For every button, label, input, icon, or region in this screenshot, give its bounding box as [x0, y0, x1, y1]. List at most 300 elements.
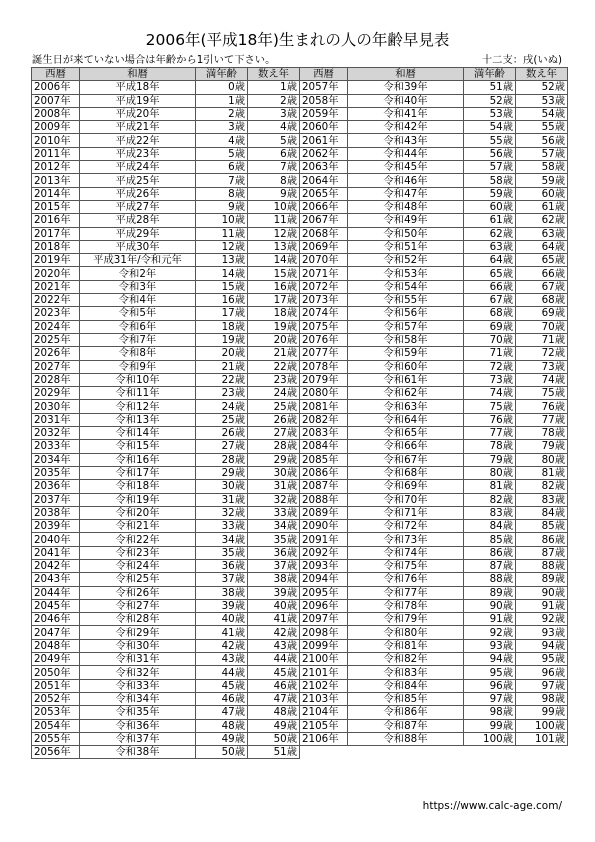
cell-seireki: 2065年: [300, 187, 348, 200]
cell-man: 9歳: [196, 200, 248, 213]
cell-kazoe: 35歳: [248, 533, 300, 546]
cell-wareki: 平成29年: [80, 227, 196, 240]
cell-wareki: 令和84年: [348, 679, 464, 692]
cell-wareki: 令和75年: [348, 559, 464, 572]
cell-seireki: 2045年: [32, 599, 80, 612]
cell-man: 0歳: [196, 81, 248, 94]
cell-man: 95歳: [464, 666, 516, 679]
cell-seireki: 2055年: [32, 732, 80, 745]
cell-wareki: 令和4年: [80, 294, 196, 307]
cell-wareki: 令和73年: [348, 533, 464, 546]
cell-kazoe: 7歳: [248, 161, 300, 174]
cell-kazoe: 93歳: [516, 626, 568, 639]
cell-seireki: 2018年: [32, 240, 80, 253]
header-man: 満年齢: [196, 68, 248, 81]
cell-kazoe: 97歳: [516, 679, 568, 692]
cell-man: 32歳: [196, 506, 248, 519]
cell-wareki: 令和51年: [348, 240, 464, 253]
cell-seireki: 2072年: [300, 280, 348, 293]
cell-wareki: 令和21年: [80, 520, 196, 533]
cell-seireki: 2061年: [300, 134, 348, 147]
cell-man: 38歳: [196, 586, 248, 599]
cell-man: 68歳: [464, 307, 516, 320]
table-row: [32, 174, 300, 187]
header-kazoe: 数え年: [248, 68, 300, 81]
cell-wareki: 平成30年: [80, 240, 196, 253]
cell-seireki: 2088年: [300, 493, 348, 506]
cell-wareki: 平成22年: [80, 134, 196, 147]
cell-kazoe: 56歳: [516, 134, 568, 147]
cell-wareki: 令和39年: [348, 81, 464, 94]
cell-wareki: 令和2年: [80, 267, 196, 280]
cell-seireki: 2084年: [300, 440, 348, 453]
cell-kazoe: 19歳: [248, 320, 300, 333]
cell-kazoe: 85歳: [516, 520, 568, 533]
cell-kazoe: 24歳: [248, 387, 300, 400]
cell-seireki: 2006年: [32, 81, 80, 94]
cell-wareki: 令和43年: [348, 134, 464, 147]
cell-wareki: 令和74年: [348, 546, 464, 559]
table-row: [300, 347, 568, 360]
cell-seireki: 2015年: [32, 200, 80, 213]
cell-kazoe: 13歳: [248, 240, 300, 253]
cell-kazoe: 9歳: [248, 187, 300, 200]
cell-seireki: 2098年: [300, 626, 348, 639]
cell-wareki: 令和16年: [80, 453, 196, 466]
cell-man: 58歳: [464, 174, 516, 187]
cell-man: 96歳: [464, 679, 516, 692]
table-row: [300, 599, 568, 612]
cell-seireki: 2021年: [32, 280, 80, 293]
cell-wareki: 令和87年: [348, 719, 464, 732]
cell-man: 85歳: [464, 533, 516, 546]
cell-kazoe: 38歳: [248, 573, 300, 586]
cell-seireki: 2026年: [32, 347, 80, 360]
table-row: [32, 546, 300, 559]
table-row: [300, 320, 568, 333]
cell-man: 8歳: [196, 187, 248, 200]
cell-seireki: 2032年: [32, 427, 80, 440]
cell-man: 79歳: [464, 453, 516, 466]
table-row: [300, 200, 568, 213]
cell-seireki: 2036年: [32, 480, 80, 493]
page-title: 2006年(平成18年)生まれの人の年齢早見表: [145, 31, 450, 49]
table-row: [32, 200, 300, 213]
cell-seireki: 2035年: [32, 466, 80, 479]
table-row: [32, 227, 300, 240]
cell-man: 35歳: [196, 546, 248, 559]
table-row: [300, 121, 568, 134]
cell-kazoe: 65歳: [516, 254, 568, 267]
table-row: [32, 599, 300, 612]
table-row: [300, 626, 568, 639]
cell-seireki: 2102年: [300, 679, 348, 692]
cell-man: 30歳: [196, 480, 248, 493]
table-row: [32, 466, 300, 479]
cell-wareki: 令和48年: [348, 200, 464, 213]
cell-kazoe: 81歳: [516, 466, 568, 479]
cell-wareki: 令和41年: [348, 107, 464, 120]
cell-kazoe: 32歳: [248, 493, 300, 506]
age-table-left-body: [32, 81, 300, 759]
cell-wareki: 令和67年: [348, 453, 464, 466]
cell-kazoe: 88歳: [516, 559, 568, 572]
cell-wareki: 令和85年: [348, 692, 464, 705]
table-header-row: [300, 68, 568, 81]
cell-kazoe: 50歳: [248, 732, 300, 745]
table-row: [300, 400, 568, 413]
cell-seireki: 2093年: [300, 559, 348, 572]
cell-seireki: 2020年: [32, 267, 80, 280]
table-row: [32, 400, 300, 413]
cell-kazoe: 36歳: [248, 546, 300, 559]
cell-kazoe: 51歳: [248, 746, 300, 759]
cell-wareki: 令和9年: [80, 360, 196, 373]
cell-seireki: 2019年: [32, 254, 80, 267]
cell-kazoe: 15歳: [248, 267, 300, 280]
table-row: [32, 307, 300, 320]
cell-seireki: 2023年: [32, 307, 80, 320]
cell-kazoe: 87歳: [516, 546, 568, 559]
table-row: [32, 493, 300, 506]
cell-seireki: 2062年: [300, 147, 348, 160]
cell-kazoe: 34歳: [248, 520, 300, 533]
cell-wareki: 令和80年: [348, 626, 464, 639]
cell-kazoe: 61歳: [516, 200, 568, 213]
age-table-right-body: [300, 81, 568, 746]
table-row: [32, 427, 300, 440]
cell-seireki: 2052年: [32, 692, 80, 705]
cell-wareki: 令和62年: [348, 387, 464, 400]
cell-kazoe: 21歳: [248, 347, 300, 360]
table-row: [32, 653, 300, 666]
cell-wareki: 令和31年: [80, 653, 196, 666]
table-row: [300, 240, 568, 253]
cell-kazoe: 100歳: [516, 719, 568, 732]
table-row: [32, 147, 300, 160]
cell-kazoe: 5歳: [248, 134, 300, 147]
table-row: [300, 480, 568, 493]
table-row: [32, 214, 300, 227]
cell-seireki: 2090年: [300, 520, 348, 533]
table-row: [300, 174, 568, 187]
cell-wareki: 令和78年: [348, 599, 464, 612]
cell-man: 87歳: [464, 559, 516, 572]
cell-kazoe: 76歳: [516, 400, 568, 413]
cell-man: 22歳: [196, 373, 248, 386]
cell-seireki: 2075年: [300, 320, 348, 333]
table-header-row: [32, 68, 300, 81]
table-row: [32, 613, 300, 626]
cell-wareki: 令和35年: [80, 706, 196, 719]
table-row: [32, 187, 300, 200]
cell-kazoe: 89歳: [516, 573, 568, 586]
table-row: [32, 280, 300, 293]
table-row: [300, 506, 568, 519]
cell-wareki: 令和33年: [80, 679, 196, 692]
cell-kazoe: 39歳: [248, 586, 300, 599]
cell-man: 24歳: [196, 400, 248, 413]
cell-kazoe: 40歳: [248, 599, 300, 612]
cell-man: 49歳: [196, 732, 248, 745]
table-row: [300, 94, 568, 107]
table-row: [32, 373, 300, 386]
cell-wareki: 令和68年: [348, 466, 464, 479]
table-row: [32, 134, 300, 147]
cell-kazoe: 16歳: [248, 280, 300, 293]
table-row: [300, 719, 568, 732]
table-row: [300, 679, 568, 692]
cell-wareki: 平成19年: [80, 94, 196, 107]
cell-seireki: 2103年: [300, 692, 348, 705]
cell-wareki: 平成31年/令和元年: [80, 254, 196, 267]
table-row: [32, 240, 300, 253]
table-row: [32, 161, 300, 174]
cell-kazoe: 75歳: [516, 387, 568, 400]
table-row: [300, 427, 568, 440]
cell-wareki: 令和3年: [80, 280, 196, 293]
cell-man: 1歳: [196, 94, 248, 107]
cell-man: 86歳: [464, 546, 516, 559]
cell-man: 71歳: [464, 347, 516, 360]
table-row: [32, 387, 300, 400]
table-row: [32, 107, 300, 120]
table-row: [300, 294, 568, 307]
cell-wareki: 平成28年: [80, 214, 196, 227]
cell-kazoe: 55歳: [516, 121, 568, 134]
cell-seireki: 2028年: [32, 373, 80, 386]
cell-seireki: 2046年: [32, 613, 80, 626]
table-row: [32, 413, 300, 426]
cell-seireki: 2017年: [32, 227, 80, 240]
cell-seireki: 2064年: [300, 174, 348, 187]
cell-man: 12歳: [196, 240, 248, 253]
cell-seireki: 2010年: [32, 134, 80, 147]
table-row: [32, 347, 300, 360]
cell-man: 77歳: [464, 427, 516, 440]
table-row: [32, 573, 300, 586]
table-row: [32, 81, 300, 94]
cell-wareki: 平成20年: [80, 107, 196, 120]
cell-man: 78歳: [464, 440, 516, 453]
cell-kazoe: 101歳: [516, 732, 568, 745]
cell-man: 63歳: [464, 240, 516, 253]
cell-kazoe: 10歳: [248, 200, 300, 213]
cell-man: 70歳: [464, 333, 516, 346]
cell-wareki: 令和36年: [80, 719, 196, 732]
cell-seireki: 2101年: [300, 666, 348, 679]
table-row: [300, 466, 568, 479]
cell-wareki: 令和17年: [80, 466, 196, 479]
cell-man: 13歳: [196, 254, 248, 267]
table-row: [300, 161, 568, 174]
cell-seireki: 2070年: [300, 254, 348, 267]
cell-kazoe: 49歳: [248, 719, 300, 732]
cell-man: 46歳: [196, 692, 248, 705]
cell-seireki: 2085年: [300, 453, 348, 466]
cell-seireki: 2095年: [300, 586, 348, 599]
cell-man: 98歳: [464, 706, 516, 719]
cell-man: 44歳: [196, 666, 248, 679]
table-row: [32, 320, 300, 333]
cell-wareki: 令和18年: [80, 480, 196, 493]
cell-man: 99歳: [464, 719, 516, 732]
cell-seireki: 2022年: [32, 294, 80, 307]
table-row: [300, 373, 568, 386]
cell-seireki: 2059年: [300, 107, 348, 120]
cell-man: 31歳: [196, 493, 248, 506]
cell-man: 81歳: [464, 480, 516, 493]
cell-wareki: 令和66年: [348, 440, 464, 453]
cell-wareki: 平成18年: [80, 81, 196, 94]
table-row: [300, 732, 568, 745]
table-row: [300, 280, 568, 293]
cell-man: 69歳: [464, 320, 516, 333]
cell-wareki: 令和50年: [348, 227, 464, 240]
cell-wareki: 令和52年: [348, 254, 464, 267]
cell-kazoe: 72歳: [516, 347, 568, 360]
cell-man: 20歳: [196, 347, 248, 360]
header-seireki: 西暦: [32, 68, 80, 81]
cell-seireki: 2097年: [300, 613, 348, 626]
cell-seireki: 2012年: [32, 161, 80, 174]
cell-seireki: 2037年: [32, 493, 80, 506]
cell-wareki: 令和71年: [348, 506, 464, 519]
cell-man: 5歳: [196, 147, 248, 160]
cell-seireki: 2033年: [32, 440, 80, 453]
cell-kazoe: 74歳: [516, 373, 568, 386]
cell-wareki: 令和59年: [348, 347, 464, 360]
cell-kazoe: 37歳: [248, 559, 300, 572]
cell-seireki: 2089年: [300, 506, 348, 519]
cell-kazoe: 1歳: [248, 81, 300, 94]
cell-seireki: 2100年: [300, 653, 348, 666]
cell-man: 11歳: [196, 227, 248, 240]
cell-kazoe: 95歳: [516, 653, 568, 666]
cell-kazoe: 92歳: [516, 613, 568, 626]
cell-wareki: 令和8年: [80, 347, 196, 360]
cell-wareki: 令和6年: [80, 320, 196, 333]
cell-wareki: 令和45年: [348, 161, 464, 174]
cell-kazoe: 67歳: [516, 280, 568, 293]
table-row: [300, 387, 568, 400]
cell-man: 64歳: [464, 254, 516, 267]
cell-kazoe: 96歳: [516, 666, 568, 679]
cell-seireki: 2056年: [32, 746, 80, 759]
cell-kazoe: 20歳: [248, 333, 300, 346]
cell-kazoe: 11歳: [248, 214, 300, 227]
cell-seireki: 2078年: [300, 360, 348, 373]
cell-wareki: 令和65年: [348, 427, 464, 440]
cell-wareki: 令和72年: [348, 520, 464, 533]
cell-man: 27歳: [196, 440, 248, 453]
cell-wareki: 令和47年: [348, 187, 464, 200]
cell-seireki: 2081年: [300, 400, 348, 413]
table-row: [32, 360, 300, 373]
cell-wareki: 令和61年: [348, 373, 464, 386]
cell-seireki: 2069年: [300, 240, 348, 253]
cell-seireki: 2011年: [32, 147, 80, 160]
table-row: [300, 254, 568, 267]
cell-seireki: 2050年: [32, 666, 80, 679]
site-url: https://www.calc-age.com/: [422, 800, 562, 812]
cell-seireki: 2067年: [300, 214, 348, 227]
cell-wareki: 令和7年: [80, 333, 196, 346]
cell-man: 94歳: [464, 653, 516, 666]
cell-man: 52歳: [464, 94, 516, 107]
cell-man: 3歳: [196, 121, 248, 134]
cell-wareki: 令和14年: [80, 427, 196, 440]
table-row: [32, 666, 300, 679]
cell-wareki: 平成27年: [80, 200, 196, 213]
cell-man: 47歳: [196, 706, 248, 719]
cell-man: 42歳: [196, 639, 248, 652]
cell-kazoe: 54歳: [516, 107, 568, 120]
cell-man: 25歳: [196, 413, 248, 426]
cell-kazoe: 6歳: [248, 147, 300, 160]
cell-kazoe: 41歳: [248, 613, 300, 626]
cell-man: 18歳: [196, 320, 248, 333]
cell-wareki: 令和49年: [348, 214, 464, 227]
table-row: [300, 333, 568, 346]
table-row: [300, 187, 568, 200]
cell-kazoe: 90歳: [516, 586, 568, 599]
cell-kazoe: 47歳: [248, 692, 300, 705]
cell-man: 28歳: [196, 453, 248, 466]
cell-seireki: 2094年: [300, 573, 348, 586]
cell-wareki: 令和26年: [80, 586, 196, 599]
cell-man: 89歳: [464, 586, 516, 599]
cell-man: 67歳: [464, 294, 516, 307]
cell-seireki: 2106年: [300, 732, 348, 745]
cell-man: 57歳: [464, 161, 516, 174]
table-row: [32, 626, 300, 639]
header-kazoe: 数え年: [516, 68, 568, 81]
cell-seireki: 2076年: [300, 333, 348, 346]
table-row: [32, 746, 300, 759]
cell-wareki: 令和42年: [348, 121, 464, 134]
cell-wareki: 令和40年: [348, 94, 464, 107]
cell-man: 21歳: [196, 360, 248, 373]
cell-seireki: 2060年: [300, 121, 348, 134]
cell-wareki: 平成21年: [80, 121, 196, 134]
cell-kazoe: 98歳: [516, 692, 568, 705]
cell-wareki: 令和70年: [348, 493, 464, 506]
cell-seireki: 2096年: [300, 599, 348, 612]
table-row: [32, 520, 300, 533]
cell-man: 55歳: [464, 134, 516, 147]
cell-man: 50歳: [196, 746, 248, 759]
cell-man: 10歳: [196, 214, 248, 227]
cell-seireki: 2091年: [300, 533, 348, 546]
cell-seireki: 2080年: [300, 387, 348, 400]
table-row: [32, 267, 300, 280]
cell-seireki: 2009年: [32, 121, 80, 134]
cell-man: 62歳: [464, 227, 516, 240]
cell-kazoe: 59歳: [516, 174, 568, 187]
cell-seireki: 2074年: [300, 307, 348, 320]
zodiac-label: 十二支：戌(いぬ): [481, 54, 562, 66]
table-row: [300, 147, 568, 160]
cell-kazoe: 23歳: [248, 373, 300, 386]
cell-man: 65歳: [464, 267, 516, 280]
cell-seireki: 2007年: [32, 94, 80, 107]
age-table-left: [31, 67, 300, 759]
cell-kazoe: 78歳: [516, 427, 568, 440]
cell-wareki: 令和19年: [80, 493, 196, 506]
cell-seireki: 2051年: [32, 679, 80, 692]
cell-kazoe: 17歳: [248, 294, 300, 307]
